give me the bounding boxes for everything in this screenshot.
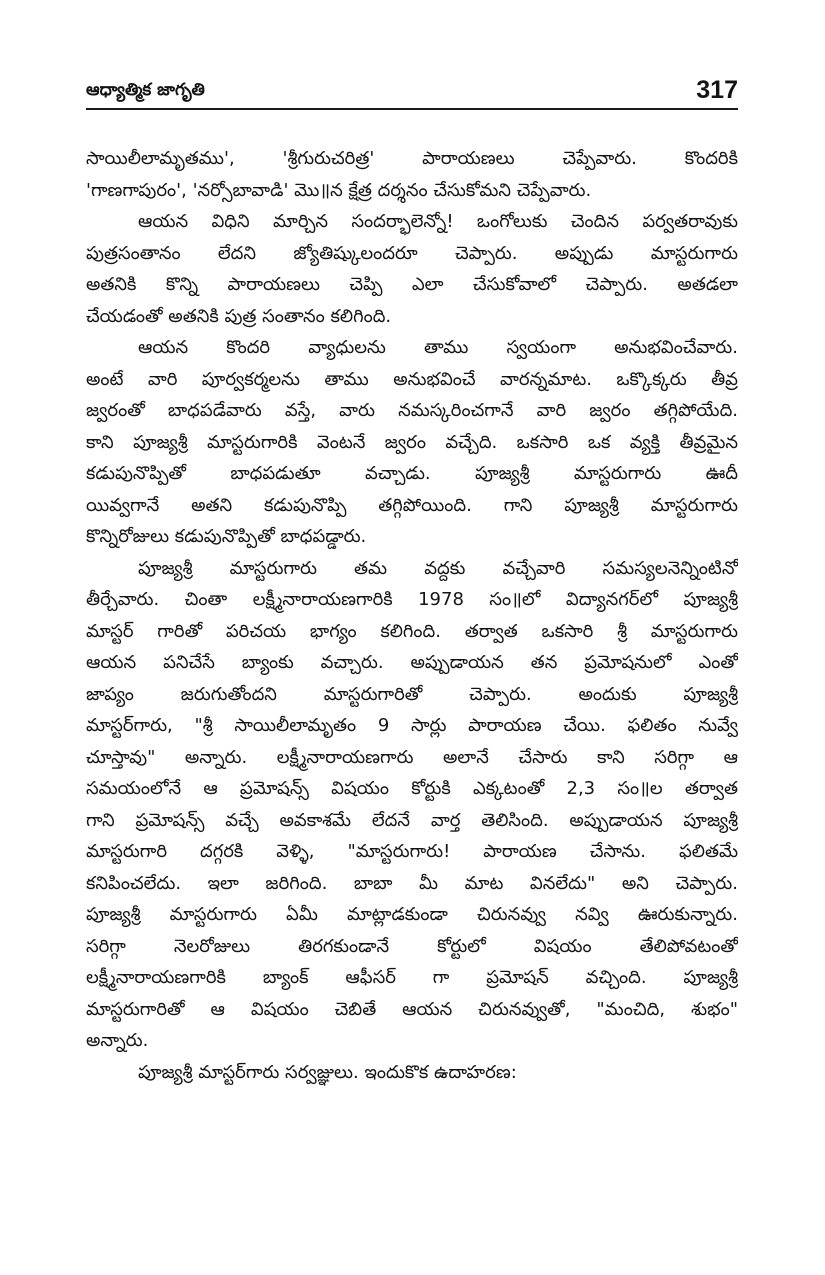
text-line: ఆయన విధిని మార్చిన సందర్భాలెన్నో! ఒంగోలుకు చెందిన పర్వతరావుకు [138,211,738,232]
text-line: పుత్రసంతానం లేదని జ్యోతిష్కులందరూ చెప్పారు. అప్పుడు మాస్టరుగారు [86,242,738,264]
text-line: మాస్టరుగారి దగ్గరకి వెళ్ళి, "మాస్టరుగారు! పారాయణ చేసాను. ఫలితమే [86,841,738,862]
text-line: మాస్టర్ గారితో పరిచయ భాగ్యం కలిగింది. తర్వాత ఒకసారి శ్రీ మాస్టరుగారు [86,620,738,642]
paragraph [86,553,738,1057]
text-line: చూస్తావు" అన్నారు. లక్ష్మీనారాయణగారు అలానే చేసారు కాని సరిగ్గా ఆ [86,746,738,768]
book-title: ఆధ్యాత్మిక జాగృతి [86,80,205,100]
text-line: చేయడంతో అతనికి పుత్ర సంతానం కలిగింది. [86,305,392,327]
body-text [86,143,738,1088]
text-line: పూజ్యశ్రీ మాస్టరుగారు తమ వద్దకు వచ్చేవారి సమస్యలనెన్నింటినో [138,557,738,579]
text-line: మాస్టర్‌గారు, "శ్రీ సాయిలీలామృతం 9 సార్లు పారాయణ చేయి. ఫలితం నువ్వే [86,715,738,736]
text-line: ఆయన పనిచేసే బ్యాంకు వచ్చారు. అప్పుడాయన తన ప్రమోషనులో ఎంతో [86,652,738,673]
text-line: పూజ్యశ్రీ మాస్టరుగారు ఏమీ మాట్లాడకుండా చిరునవ్వు నవ్వి ఊరుకున్నారు. [86,904,738,925]
text-line: మాస్టరుగారితో ఆ విషయం చెబితే ఆయన చిరునవ్వుతో, "మంచిది, శుభం" [86,998,738,1020]
paragraph [86,206,738,332]
text-line: సమయంలోనే ఆ ప్రమోషన్స్ విషయం కోర్టుకి ఎక్కటంతో 2,3 సం॥ల తర్వాత [86,778,738,799]
text-line: కొన్నిరోజులు కడుపునొప్పితో బాధపడ్డారు. [86,526,367,547]
paragraph [86,1057,738,1089]
text-line: కాని పూజ్యశ్రీ మాస్టరుగారికి వెంటనే జ్వరం వచ్చేది. ఒకసారి ఒక వ్యక్తి తీవ్రమైన [86,431,738,453]
text-line: గాని ప్రమోషన్స్ వచ్చే అవకాశమే లేదనే వార్త తెలిసింది. అప్పుడాయన పూజ్యశ్రీ [86,809,738,831]
text-line: కనిపించలేదు. ఇలా జరిగింది. బాబా మీ మాట వినలేదు" అని చెప్పారు. [86,872,738,894]
text-line: సాయిలీలామృతము', 'శ్రీగురుచరిత్ర' పారాయణలు చెప్పేవారు. కొందరికి [86,148,738,169]
paragraph [86,143,738,206]
text-line: అన్నారు. [86,1030,149,1051]
text-line: అతనికి కొన్ని పారాయణలు చెప్పి ఎలా చేసుకోవాలో చెప్పారు. అతడలా [86,274,738,295]
text-line: అంటే వారి పూర్వకర్మలను తాము అనుభవించే వారన్నమాట. ఒక్కొక్కరు తీవ్ర [86,368,738,390]
text-line: 'గాణగాపురం', 'నర్సోబావాడి' మొ॥న క్షేత్ర దర్శనం చేసుకోమని చెప్పేవారు. [86,179,592,201]
text-line: లక్ష్మీనారాయణగారికి బ్యాంక్ ఆఫీసర్ గా ప్రమోషన్ వచ్చింది. పూజ్యశ్రీ [86,967,738,988]
text-line: పూజ్యశ్రీ మాస్టర్‌గారు సర్వజ్ఞులు. ఇందుకొక ఉదాహరణ: [138,1061,517,1083]
page-number: 317 [696,76,738,104]
text-line: యివ్వగానే అతని కడుపునొప్పి తగ్గిపోయింది. గాని పూజ్యశ్రీ మాస్టరుగారు [86,494,738,516]
text-line: ఆయన కొందరి వ్యాధులను తాము స్వయంగా అనుభవించేవారు. [138,337,738,358]
paragraph [86,332,738,553]
running-header [86,78,738,110]
text-line: జాప్యం జరుగుతోందని మాస్టరుగారితో చెప్పారు. అందుకు పూజ్యశ్రీ [86,683,738,705]
text-line: కడుపునొప్పితో బాధపడుతూ వచ్చాడు. పూజ్యశ్రీ మాస్టరుగారు ఊదీ [86,463,738,484]
text-line: జ్వరంతో బాధపడేవారు వస్తే, వారు నమస్కరించగానే వారి జ్వరం తగ్గిపోయేది. [86,400,738,421]
text-line: సరిగ్గా నెలరోజులు తిరగకుండానే కోర్టులో విషయం తేలిపోవటంతో [86,935,738,957]
text-line: తీర్చేవారు. చింతా లక్ష్మీనారాయణగారికి 1978 సం॥లో విద్యానగర్‌లో పూజ్యశ్రీ [86,589,738,610]
